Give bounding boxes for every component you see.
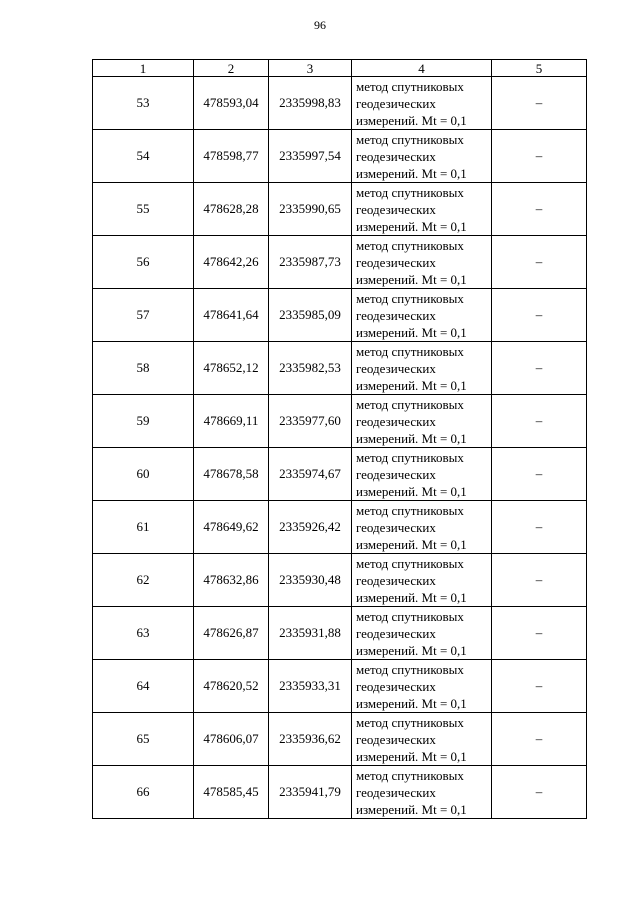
table-row (93, 236, 587, 289)
method-line: метод спутниковых (356, 184, 464, 200)
table-row (93, 395, 587, 448)
x-coordinate-cell: 478598,77 (194, 130, 269, 183)
method-line: метод спутниковых (356, 449, 464, 465)
x-coordinate-cell: 478585,45 (194, 766, 269, 819)
method-cell (352, 501, 492, 554)
table-row (93, 607, 587, 660)
method-line: метод спутниковых (356, 608, 464, 624)
table-row (93, 554, 587, 607)
x-coordinate-cell: 478669,11 (194, 395, 269, 448)
table-row (93, 289, 587, 342)
method-line: измерений. Mt = 0,1 (356, 642, 467, 658)
method-line: геодезических (356, 466, 436, 482)
point-number-cell: 60 (93, 448, 194, 501)
note-cell: – (492, 236, 587, 289)
x-coordinate-cell: 478606,07 (194, 713, 269, 766)
y-coordinate-cell: 2335977,60 (269, 395, 352, 448)
note-cell: – (492, 77, 587, 130)
note-cell: – (492, 289, 587, 342)
method-line: геодезических (356, 731, 436, 747)
x-coordinate-cell: 478593,04 (194, 77, 269, 130)
method-line: измерений. Mt = 0,1 (356, 483, 467, 499)
point-number-cell: 59 (93, 395, 194, 448)
table-row (93, 713, 587, 766)
method-line: метод спутниковых (356, 78, 464, 94)
note-cell: – (492, 342, 587, 395)
x-coordinate-cell: 478641,64 (194, 289, 269, 342)
table-row (93, 77, 587, 130)
method-line: геодезических (356, 360, 436, 376)
method-cell (352, 395, 492, 448)
method-line: метод спутниковых (356, 290, 464, 306)
x-coordinate-cell: 478678,58 (194, 448, 269, 501)
note-cell: – (492, 607, 587, 660)
method-line: геодезических (356, 148, 436, 164)
coordinates-table (92, 59, 587, 819)
table-row (93, 130, 587, 183)
note-cell: – (492, 554, 587, 607)
y-coordinate-cell: 2335998,83 (269, 77, 352, 130)
column-header-3: 3 (269, 60, 352, 77)
method-line: метод спутниковых (356, 237, 464, 253)
method-line: измерений. Mt = 0,1 (356, 801, 467, 817)
table-header (93, 60, 587, 77)
method-line: измерений. Mt = 0,1 (356, 589, 467, 605)
method-line: метод спутниковых (356, 502, 464, 518)
note-cell: – (492, 448, 587, 501)
x-coordinate-cell: 478620,52 (194, 660, 269, 713)
note-cell: – (492, 183, 587, 236)
table-row (93, 660, 587, 713)
column-header-1: 1 (93, 60, 194, 77)
y-coordinate-cell: 2335933,31 (269, 660, 352, 713)
method-line: геодезических (356, 95, 436, 111)
note-cell: – (492, 660, 587, 713)
point-number-cell: 55 (93, 183, 194, 236)
method-line: измерений. Mt = 0,1 (356, 112, 467, 128)
column-header-5: 5 (492, 60, 587, 77)
method-line: измерений. Mt = 0,1 (356, 218, 467, 234)
point-number-cell: 58 (93, 342, 194, 395)
note-cell: – (492, 501, 587, 554)
method-line: измерений. Mt = 0,1 (356, 695, 467, 711)
method-cell (352, 236, 492, 289)
point-number-cell: 54 (93, 130, 194, 183)
table-body (93, 77, 587, 819)
method-line: измерений. Mt = 0,1 (356, 377, 467, 393)
method-cell (352, 77, 492, 130)
method-cell (352, 289, 492, 342)
x-coordinate-cell: 478628,28 (194, 183, 269, 236)
point-number-cell: 53 (93, 77, 194, 130)
method-line: метод спутниковых (356, 343, 464, 359)
x-coordinate-cell: 478632,86 (194, 554, 269, 607)
method-line: метод спутниковых (356, 767, 464, 783)
method-line: измерений. Mt = 0,1 (356, 430, 467, 446)
y-coordinate-cell: 2335974,67 (269, 448, 352, 501)
point-number-cell: 64 (93, 660, 194, 713)
method-line: измерений. Mt = 0,1 (356, 165, 467, 181)
x-coordinate-cell: 478649,62 (194, 501, 269, 554)
point-number-cell: 62 (93, 554, 194, 607)
method-line: измерений. Mt = 0,1 (356, 271, 467, 287)
table-row (93, 448, 587, 501)
y-coordinate-cell: 2335985,09 (269, 289, 352, 342)
method-cell (352, 342, 492, 395)
note-cell: – (492, 766, 587, 819)
y-coordinate-cell: 2335941,79 (269, 766, 352, 819)
note-cell: – (492, 130, 587, 183)
method-line: геодезических (356, 678, 436, 694)
method-line: измерений. Mt = 0,1 (356, 324, 467, 340)
table-row (93, 501, 587, 554)
column-header-2: 2 (194, 60, 269, 77)
method-line: геодезических (356, 307, 436, 323)
method-cell (352, 713, 492, 766)
y-coordinate-cell: 2335990,65 (269, 183, 352, 236)
method-line: геодезических (356, 254, 436, 270)
y-coordinate-cell: 2335936,62 (269, 713, 352, 766)
method-cell (352, 554, 492, 607)
table-row (93, 342, 587, 395)
method-cell (352, 183, 492, 236)
x-coordinate-cell: 478642,26 (194, 236, 269, 289)
method-line: геодезических (356, 625, 436, 641)
method-cell (352, 766, 492, 819)
y-coordinate-cell: 2335930,48 (269, 554, 352, 607)
method-line: метод спутниковых (356, 396, 464, 412)
method-line: измерений. Mt = 0,1 (356, 748, 467, 764)
method-line: метод спутниковых (356, 661, 464, 677)
point-number-cell: 66 (93, 766, 194, 819)
point-number-cell: 63 (93, 607, 194, 660)
method-line: геодезических (356, 784, 436, 800)
y-coordinate-cell: 2335926,42 (269, 501, 352, 554)
column-header-4: 4 (352, 60, 492, 77)
point-number-cell: 57 (93, 289, 194, 342)
y-coordinate-cell: 2335982,53 (269, 342, 352, 395)
note-cell: – (492, 395, 587, 448)
method-cell (352, 607, 492, 660)
point-number-cell: 56 (93, 236, 194, 289)
method-line: измерений. Mt = 0,1 (356, 536, 467, 552)
method-cell (352, 660, 492, 713)
point-number-cell: 61 (93, 501, 194, 554)
table-row (93, 183, 587, 236)
header-row (93, 60, 587, 77)
y-coordinate-cell: 2335997,54 (269, 130, 352, 183)
y-coordinate-cell: 2335931,88 (269, 607, 352, 660)
method-line: метод спутниковых (356, 131, 464, 147)
method-line: геодезических (356, 201, 436, 217)
page-number: 96 (314, 18, 326, 32)
method-cell (352, 448, 492, 501)
table-row (93, 766, 587, 819)
x-coordinate-cell: 478626,87 (194, 607, 269, 660)
method-line: метод спутниковых (356, 555, 464, 571)
note-cell: – (492, 713, 587, 766)
method-line: геодезических (356, 519, 436, 535)
point-number-cell: 65 (93, 713, 194, 766)
method-line: геодезических (356, 572, 436, 588)
method-line: геодезических (356, 413, 436, 429)
y-coordinate-cell: 2335987,73 (269, 236, 352, 289)
x-coordinate-cell: 478652,12 (194, 342, 269, 395)
method-cell (352, 130, 492, 183)
method-line: метод спутниковых (356, 714, 464, 730)
